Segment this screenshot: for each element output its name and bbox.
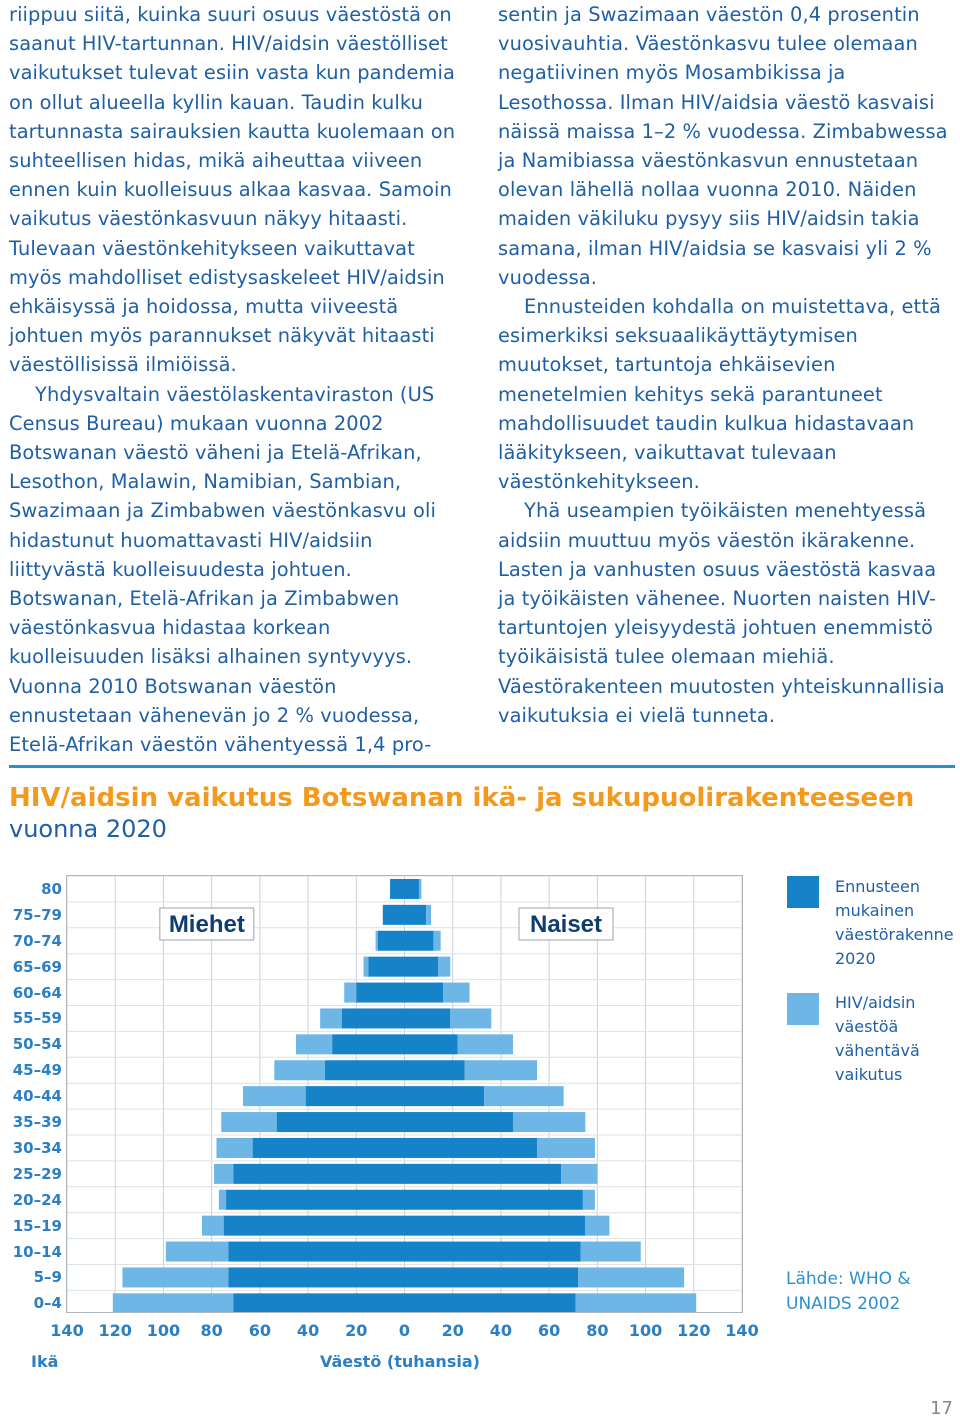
bar-women-projection: [405, 1138, 538, 1158]
age-tick-label: 65–69: [12, 957, 62, 976]
x-tick-label: 100: [146, 1321, 181, 1340]
paragraph: sentin ja Swazimaan väestön 0,4 prosentin vuosivauhtia. Väestönkasvu tulee olemaan negatiivinen myös Mosambikissa ja Lesothossa. Ilman HIV/aidsia väestö kasvaisi näissä maissa 1–2 % vuodessa. Zimbabwessa ja Namibiassa väestönkasvun ennustetaan olevan lähellä nollaa vuonna 2010. Näiden maiden väkiluku pysyy siis HIV/aidsin takia samana, ilman HIV/aidsia se kasvaisi yli 2 % vuodessa.: [498, 3, 948, 289]
bar-men-projection: [390, 879, 404, 899]
bar-women-hiv-effect: [450, 1008, 491, 1028]
bar-men-projection: [229, 1242, 405, 1262]
bar-men-hiv-effect: [214, 1164, 233, 1184]
bar-women-projection: [405, 1034, 458, 1054]
bar-men-projection: [306, 1086, 405, 1106]
legend-swatch-projection: [787, 876, 819, 908]
bar-men-hiv-effect: [166, 1242, 229, 1262]
age-tick-label: 15–19: [12, 1216, 62, 1235]
bar-women-projection: [405, 931, 434, 951]
bar-women-hiv-effect: [580, 1242, 640, 1262]
age-tick-label: 30–34: [12, 1138, 62, 1157]
x-tick-label: 140: [50, 1321, 84, 1340]
age-tick-label: 20–24: [12, 1190, 62, 1209]
age-tick-label: 50–54: [12, 1035, 62, 1054]
bar-men-hiv-effect: [216, 1138, 252, 1158]
page-number: 17: [930, 1398, 953, 1419]
label-women: Naiset: [529, 911, 603, 938]
age-tick-label: 10–14: [12, 1242, 62, 1261]
x-tick-label: 120: [677, 1321, 711, 1340]
bar-men-projection: [325, 1060, 405, 1080]
legend-swatch-hiv-effect: [787, 993, 819, 1025]
bar-women-hiv-effect: [585, 1216, 609, 1236]
figure-subtitle: vuonna 2020: [9, 815, 167, 843]
x-tick-label: 100: [628, 1321, 663, 1340]
bar-women-hiv-effect: [443, 983, 470, 1003]
x-axis-label: Väestö (tuhansia): [320, 1352, 480, 1371]
x-tick-label: 20: [441, 1321, 464, 1340]
bar-men-hiv-effect: [364, 957, 369, 977]
bar-women-hiv-effect: [426, 905, 431, 925]
text-column-left: [9, 0, 464, 759]
x-tick-label: 40: [489, 1321, 513, 1340]
bar-women-hiv-effect: [578, 1267, 684, 1287]
paragraph: riippuu siitä, kuinka suuri osuus väestöstä on saanut HIV-tartunnan. HIV/aidsin väestölliset vaikutukset tulevat esiin vasta kun pandemia on ollut alueella kyllin kauan. Taudin kulku tartunnasta sairauksien kautta kuolemaan on suhteellisen hidas, mikä aiheuttaa viiveen ennen kuin kuolleisuus alkaa kasvaa. Samoin vaikutus väestönkasvuun näkyy hitaasti. Tulevaan väestönkehitykseen vaikuttavat myös mahdolliset edistysaskeleet HIV/aidsin ehkäisyssä ja hoidossa, mutta viiveestä johtuen myös parannukset näkyvät hitaasti väestöllisissä ilmiöissä.: [9, 3, 456, 377]
bar-women-projection: [405, 1164, 562, 1184]
bar-men-projection: [356, 983, 404, 1003]
bar-men-projection: [226, 1190, 404, 1210]
bar-women-projection: [405, 1267, 579, 1287]
bar-women-projection: [405, 1242, 581, 1262]
bar-women-hiv-effect: [583, 1190, 595, 1210]
paragraph: Ennusteiden kohdalla on muistettava, että esimerkiksi seksuaalikäyttäytymisen muutokset, tartuntoja ehkäisevien menetelmien kehitys sekä parantuneet mahdollisuudet taudin kulkua hidastavaan lääkitykseen, vaikuttavat tulevaan väestönkehitykseen.: [498, 295, 941, 494]
age-tick-label: 80: [41, 879, 62, 898]
x-tick-label: 80: [200, 1321, 223, 1340]
bar-women-projection: [405, 1293, 576, 1312]
bar-men-hiv-effect: [376, 931, 378, 951]
bar-women-projection: [405, 1216, 586, 1236]
x-tick-label: 80: [586, 1321, 609, 1340]
age-tick-label: 60–64: [12, 983, 62, 1002]
age-tick-label: 35–39: [12, 1113, 62, 1132]
bar-women-hiv-effect: [438, 957, 450, 977]
bar-women-projection: [405, 957, 439, 977]
bar-men-hiv-effect: [122, 1267, 228, 1287]
paragraph: Yhä useampien työikäisten menehtyessä aidsiin muuttuu myös väestön ikärakenne. Lasten ja vanhusten osuus väestöstä kasvaa ja työikäisten vähenee. Nuorten naisten HIV-tartuntojen yleisyydestä johtuen enemmistö työikäisistä tulee olemaan miehiä. Väestörakenteen muutosten yhteiskunnallisia vaikutuksia ei vielä tunneta.: [498, 499, 945, 727]
bar-women-projection: [405, 983, 444, 1003]
bar-men-hiv-effect: [274, 1060, 325, 1080]
y-axis-label: Ikä: [31, 1352, 59, 1371]
paragraph: Yhdysvaltain väestölaskentaviraston (US Census Bureau) mukaan vuonna 2002 Botswanan väestö väheni ja Etelä-Afrikan, Lesothon, Malawin, Namibian, Sambian, Swazimaan ja Zimbabwen väestönkasvu oli hidastunut huomattavasti HIV/aidsiin liittyvästä kuolleisuudesta johtuen. Botswanan, Etelä-Afrikan ja Zimbabwen väestönkasvua hidastaa korkean kuolleisuuden lisäksi alhainen syntyvyys. Vuonna 2010 Botswanan väestön ennustetaan vähenevän jo 2 % vuodessa, Etelä-Afrikan väestön vähentyessä 1,4 pro-: [9, 382, 436, 757]
x-tick-label: 140: [725, 1321, 759, 1340]
bar-women-projection: [405, 1086, 485, 1106]
bar-men-projection: [342, 1008, 405, 1028]
bar-men-hiv-effect: [113, 1293, 234, 1312]
age-tick-label: 25–29: [12, 1164, 62, 1183]
bar-men-projection: [368, 957, 404, 977]
bar-men-projection: [233, 1293, 404, 1312]
bar-women-projection: [405, 1190, 583, 1210]
bar-men-projection: [378, 931, 405, 951]
age-tick-label: 5–9: [33, 1268, 62, 1287]
bar-men-hiv-effect: [243, 1086, 306, 1106]
bar-men-projection: [233, 1164, 404, 1184]
bar-women-hiv-effect: [561, 1164, 597, 1184]
x-tick-label: 20: [345, 1321, 368, 1340]
legend-label-hiv-effect: HIV/aidsin väestöä vähentävä vaikutus: [835, 993, 920, 1084]
bar-men-projection: [332, 1034, 404, 1054]
bar-women-hiv-effect: [458, 1034, 513, 1054]
bar-men-projection: [224, 1216, 405, 1236]
bar-women-projection: [405, 905, 427, 925]
source-note: Lähde: WHO & UNAIDS 2002: [786, 1269, 911, 1314]
bar-women-hiv-effect: [484, 1086, 564, 1106]
text-column-right: [498, 0, 953, 730]
bar-women-hiv-effect: [513, 1112, 585, 1132]
bar-men-projection: [253, 1138, 405, 1158]
age-tick-label: 70–74: [12, 931, 62, 950]
bar-women-hiv-effect: [419, 879, 421, 899]
bar-men-hiv-effect: [320, 1008, 342, 1028]
x-tick-label: 60: [248, 1321, 271, 1340]
legend-label-projection: Ennusteen mukainen väestörakenne 2020: [835, 877, 954, 968]
bar-men-hiv-effect: [344, 983, 356, 1003]
bar-women-hiv-effect: [433, 931, 440, 951]
bar-women-projection: [405, 1112, 513, 1132]
age-tick-label: 40–44: [12, 1087, 62, 1106]
x-tick-label: 120: [98, 1321, 132, 1340]
bar-men-hiv-effect: [202, 1216, 224, 1236]
figure-title: HIV/aidsin vaikutus Botswanan ikä- ja sukupuolirakenteeseen: [9, 783, 915, 813]
bar-women-projection: [405, 879, 419, 899]
x-tick-label: 60: [538, 1321, 561, 1340]
bar-women-projection: [405, 1008, 451, 1028]
pyramid-svg: [67, 876, 742, 1312]
bar-women-projection: [405, 1060, 465, 1080]
age-tick-label: 0–4: [33, 1294, 62, 1313]
bar-women-hiv-effect: [576, 1293, 697, 1312]
bar-women-hiv-effect: [465, 1060, 537, 1080]
x-tick-label: 0: [398, 1321, 411, 1340]
bar-men-hiv-effect: [296, 1034, 332, 1054]
x-tick-label: 40: [296, 1321, 320, 1340]
population-pyramid-chart: [66, 875, 743, 1313]
bar-men-hiv-effect: [221, 1112, 276, 1132]
label-men: Miehet: [168, 911, 245, 938]
bar-women-hiv-effect: [537, 1138, 595, 1158]
age-tick-label: 75–79: [12, 905, 62, 924]
age-tick-label: 45–49: [12, 1061, 62, 1080]
bar-men-projection: [383, 905, 405, 925]
section-divider: [9, 765, 955, 768]
bar-men-projection: [229, 1267, 405, 1287]
age-tick-label: 55–59: [12, 1009, 62, 1028]
bar-men-projection: [277, 1112, 405, 1132]
bar-men-hiv-effect: [219, 1190, 226, 1210]
